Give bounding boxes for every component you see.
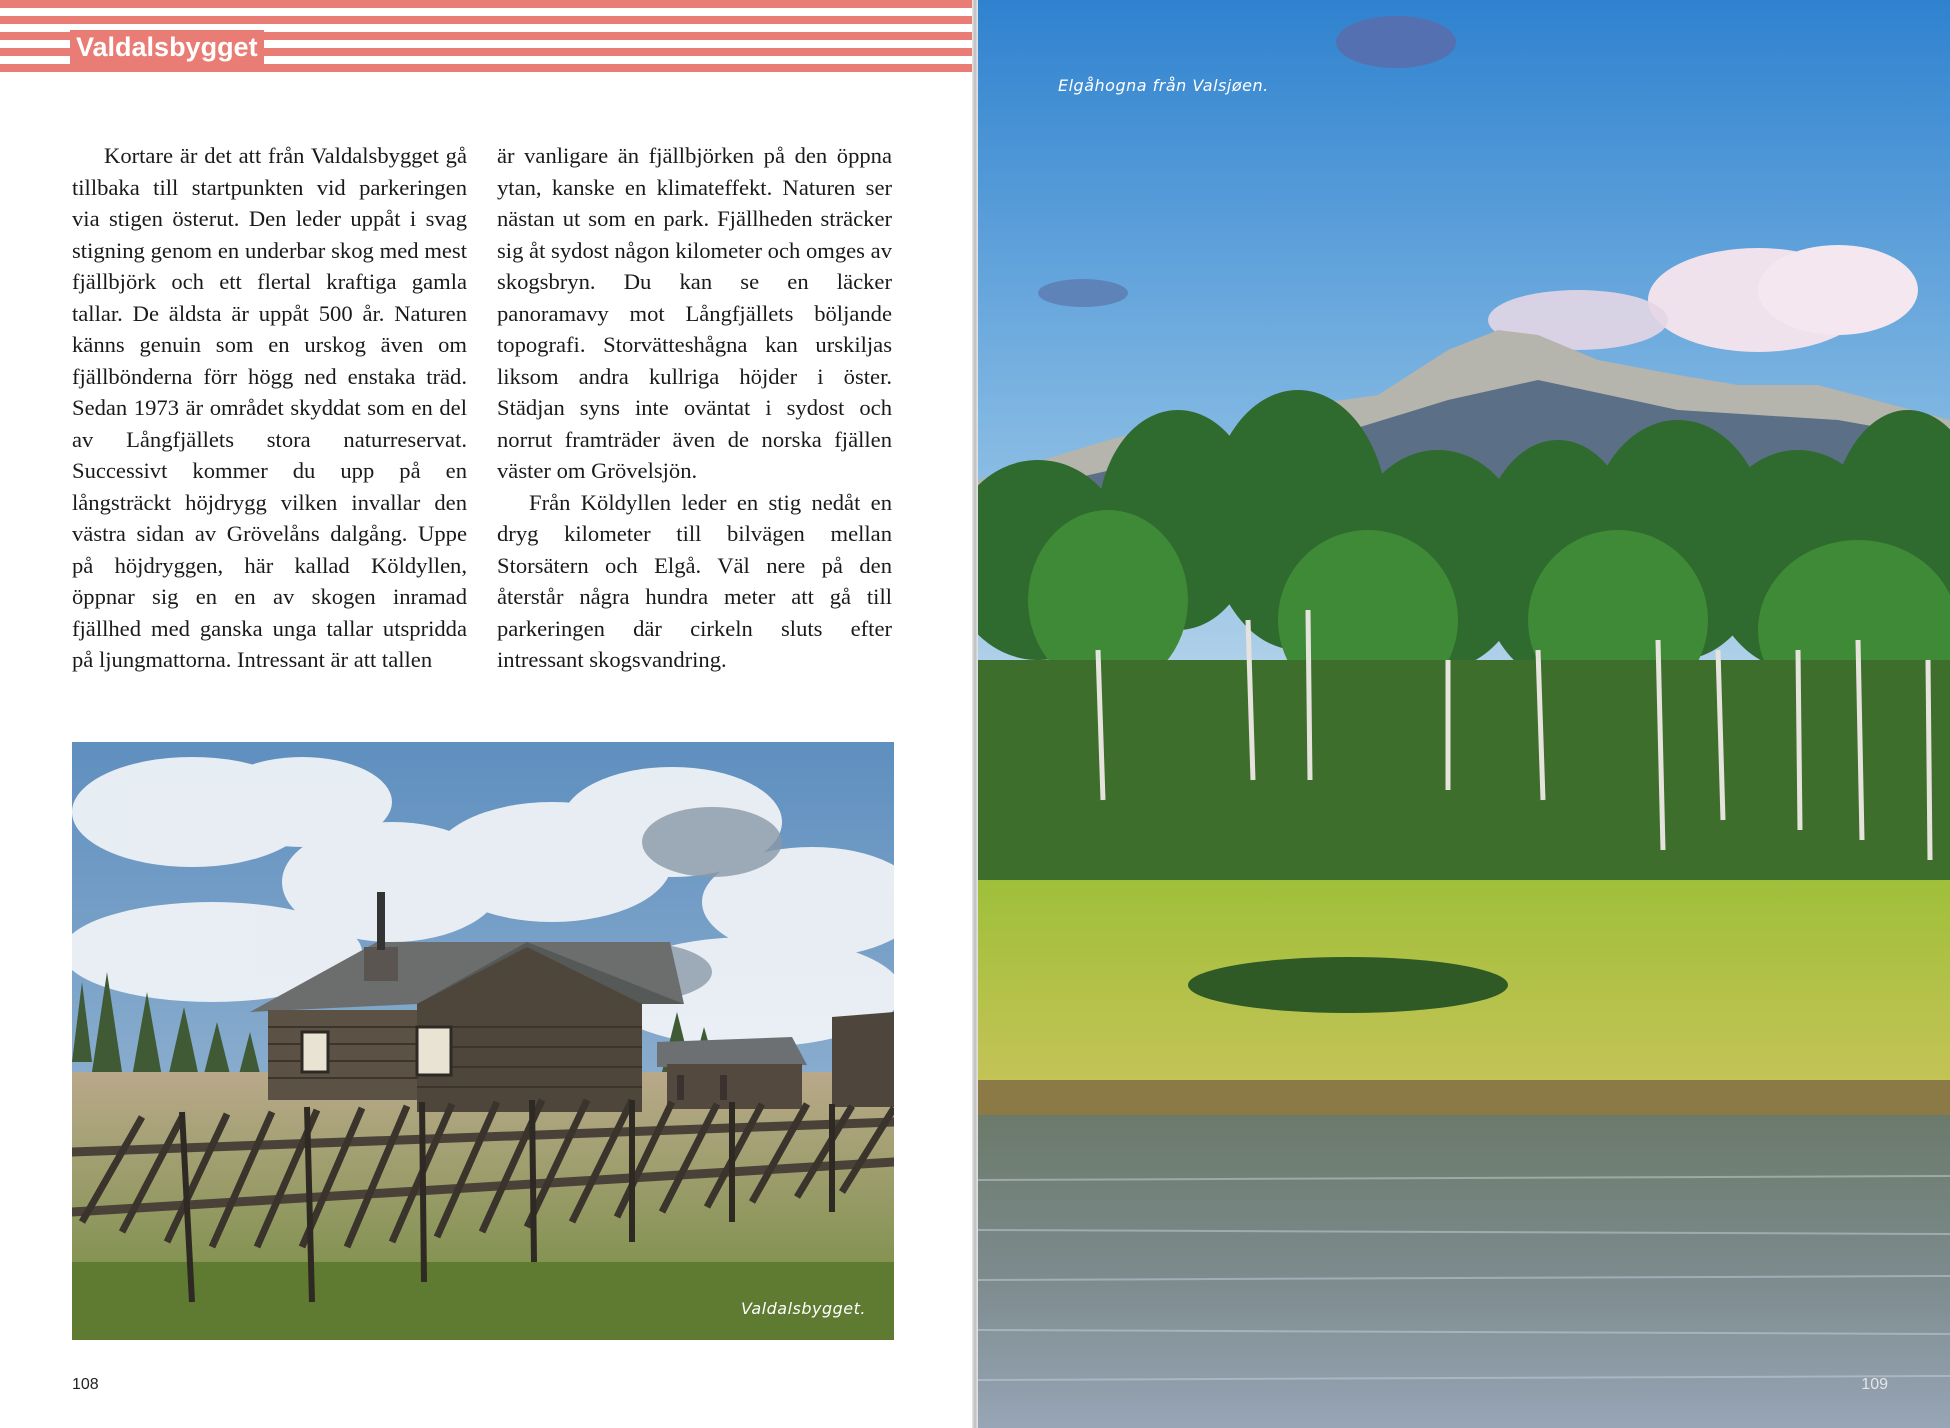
- photo-valdalsbygget: [72, 742, 894, 1340]
- page-number-right: 109: [1861, 1376, 1888, 1393]
- text-column-right: [497, 140, 892, 695]
- paragraph: Från Köldyllen leder en stig nedåt en dryg kilometer till bilvägen mellan Storsätern och Elgå. Väl nere på den återstår några hundra meter att gå till parkeringen där cirkeln sluts efter intressant skogsvandring.: [497, 489, 892, 672]
- paragraph: är vanligare än fjällbjörken på den öppna ytan, kanske en klimateffekt. Naturen ser nästan ut som en park. Fjällheden sträcker sig åt sydost någon kilometer och omges av skogsbryn. Du kan se en läcker panoramavy mot Långfjällets böljande topografi. Storvätteshågna kan urskiljas liksom andra kullriga höjder i öster. Städjan syns inte oväntat i sydost och norrut framträder även de norska fjällen väster om Grövelsjön.: [497, 143, 892, 483]
- photo-caption: Valdalsbygget.: [740, 1299, 866, 1318]
- cabin-illustration: [72, 742, 894, 1340]
- text-column-left: [72, 140, 467, 695]
- landscape-illustration: [978, 0, 1950, 1428]
- right-page: [978, 0, 1950, 1428]
- paragraph: Kortare är det att från Valdalsbygget gå tillbaka till startpunkten vid parkeringen via stigen österut. Den leder uppåt i svag stigning genom en underbar skog med mest fjällbjörk och ett flertal kraftiga gamla tallar. De äldsta är uppåt 500 år. Naturen känns genuin som en urskog även om fjällbönderna förr högg ned enstaka träd. Sedan 1973 är området skyddat som en del av Långfjällets stora naturreservat. Successivt kommer du upp på en långsträckt höjdrygg vilken invallar den västra sidan av Grövelåns dalgång. Uppe på höjdryggen, här kallad Köldyllen, öppnar sig en en av skogen inramad fjällhed med ganska unga tallar utspridda på ljungmattorna. Intressant är att tallen: [72, 143, 467, 672]
- chapter-title: Valdalsbygget: [70, 30, 264, 64]
- article-text: [72, 140, 892, 695]
- photo-caption: Elgåhogna från Valsjøen.: [1058, 76, 1269, 95]
- page-number-left: 108: [72, 1376, 99, 1393]
